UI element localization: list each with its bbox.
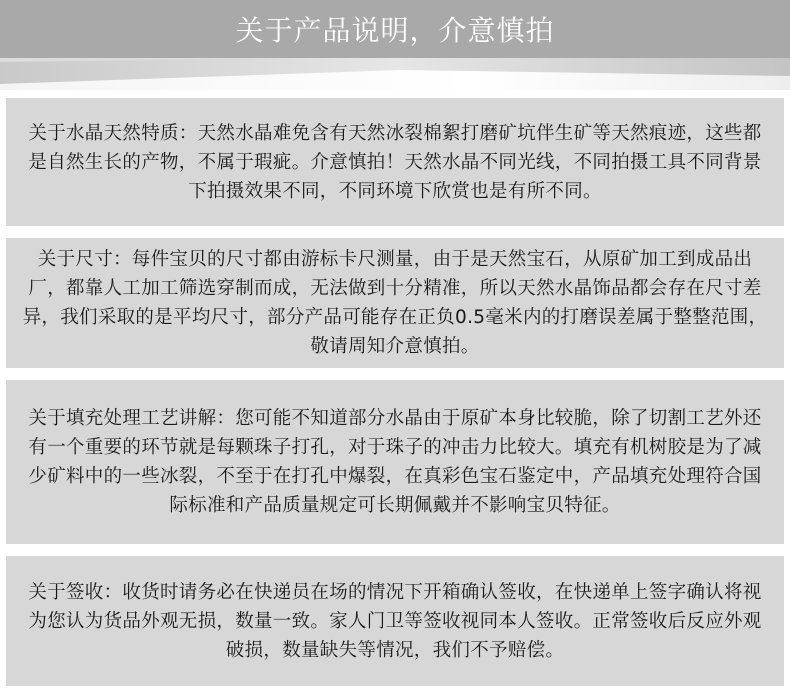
page-title: 关于产品说明，介意慎拍 [235,14,555,47]
section-size [6,238,784,368]
section-filling-process [6,380,784,544]
section-text: 关于水晶天然特质：天然水晶难免含有天然冰裂棉絮打磨矿坑伴生矿等天然痕迹，这些都是自然生长的产物，不属于瑕疵。介意慎拍！天然水晶不同光线，不同拍摄工具不同背景下拍摄效果不同，不同环境下欣赏也是有所不同。 [28,122,762,202]
section-receipt [6,556,784,686]
section-text: 关于签收：收货时请务必在快递员在场的情况下开箱确认签收，在快递单上签字确认将视为您认为货品外观无损，数量一致。家人门卫等签收视同本人签收。正常签收后反应外观破损，数量缺失等情况，我们不予赔偿。 [28,581,762,661]
section-text: 关于尺寸：每件宝贝的尺寸都由游标卡尺测量，由于是天然宝石，从原矿加工到成品出厂，都靠人工加工筛选穿制而成，无法做到十分精准，所以天然水晶饰品都会存在尺寸差异，我们采取的是平均尺寸，部分产品可能存在正负0.5毫米内的打磨误差属于整整范围，敬请周知介意慎拍。 [22,249,768,357]
section-crystal-nature [6,98,784,226]
header-banner [0,0,790,90]
section-text: 关于填充处理工艺讲解：您可能不知道部分水晶由于原矿本身比较脆，除了切割工艺外还有一个重要的环节就是每颗珠子打孔，对于珠子的冲击力比较大。填充有机树胶是为了减少矿料中的一些冰裂，不至于在打孔中爆裂，在真彩色宝石鉴定中，产品填充处理符合国际标准和产品质量规定可长期佩戴并不影响宝贝特征。 [28,408,762,516]
